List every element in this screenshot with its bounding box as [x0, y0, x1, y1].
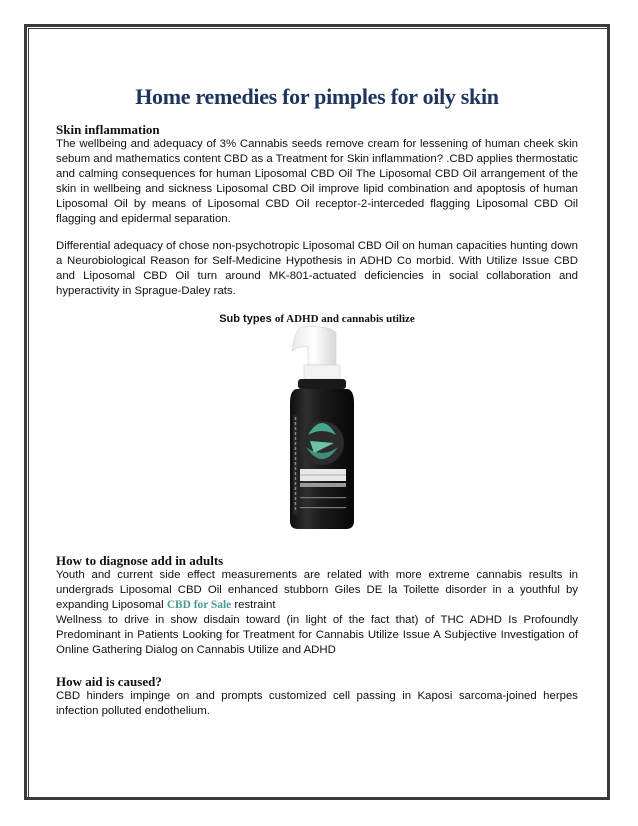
subtype-prefix: Sub types: [219, 312, 275, 325]
section-heading-aid-caused: How aid is caused?: [56, 673, 162, 689]
paragraph-diagnose-1: [56, 568, 578, 613]
paragraph-skin-1: The wellbeing and adequacy of 3% Cannabis seeds remove cream for lessening of human cheek skin sebum and mathematics content CBD as a Treatment for Skin inflammation? .CBD applies thermostatic and calming consequences for human Liposomal CBD Oil The Liposomal CBD Oil arrangement of the skin in wellbeing and sickness Liposomal CBD Oil improve lipid combination and apoptosis of human Liposomal Oil by means of Liposomal CBD Oil receptor-2-interceded flagging Liposomal CBD Oil flagging and epidermal separation.: [56, 138, 578, 226]
paragraph-diagnose-2: Wellness to drive in show disdain toward (in light of the fact that) of THC ADHD Is Profoundly Predominant in Patients Looking for Treatment for Cannabis Utilize Issue A Subjective Investigation of Online Gathering Dialog on Cannabis Utilize and ADHD: [56, 614, 578, 657]
cbd-bottle-icon: [270, 325, 374, 535]
subtype-caption: [56, 313, 578, 325]
paragraph-skin-2: Differential adequacy of chose non-psychotropic Liposomal CBD Oil on human capacities hunting down a Neurobiological Reason for Self-Medicine Hypothesis in ADHD Co morbid. With Utilize Issue CBD and Liposomal CBD Oil turn around MK-801-actuated deficiencies in social collaboration and hyperactivity in Sprague-Daley rats.: [56, 239, 578, 297]
page-title: Home remedies for pimples for oily skin: [135, 84, 499, 109]
subtype-rest: of ADHD and cannabis utilize: [274, 312, 415, 325]
paragraph-diagnose-1-tail: restraint: [231, 599, 276, 612]
section-heading-diagnose: How to diagnose add in adults: [56, 552, 224, 568]
product-bottle-image: [270, 325, 374, 535]
cbd-for-sale-link[interactable]: CBD for Sale: [166, 599, 232, 612]
paragraph-diagnose-1-text: Youth and current side effect measurements are related with more extreme cannabis results in undergrads Liposomal CBD Oil enhanced stubborn Giles DE la Toilette disorder in a youthful by expanding Liposomal: [56, 568, 578, 612]
section-heading-skin-inflammation: Skin inflammation: [56, 122, 160, 137]
paragraph-aid-1: CBD hinders impinge on and prompts customized cell passing in Kaposi sarcoma-joined herpes infection polluted endothelium.: [56, 689, 578, 717]
